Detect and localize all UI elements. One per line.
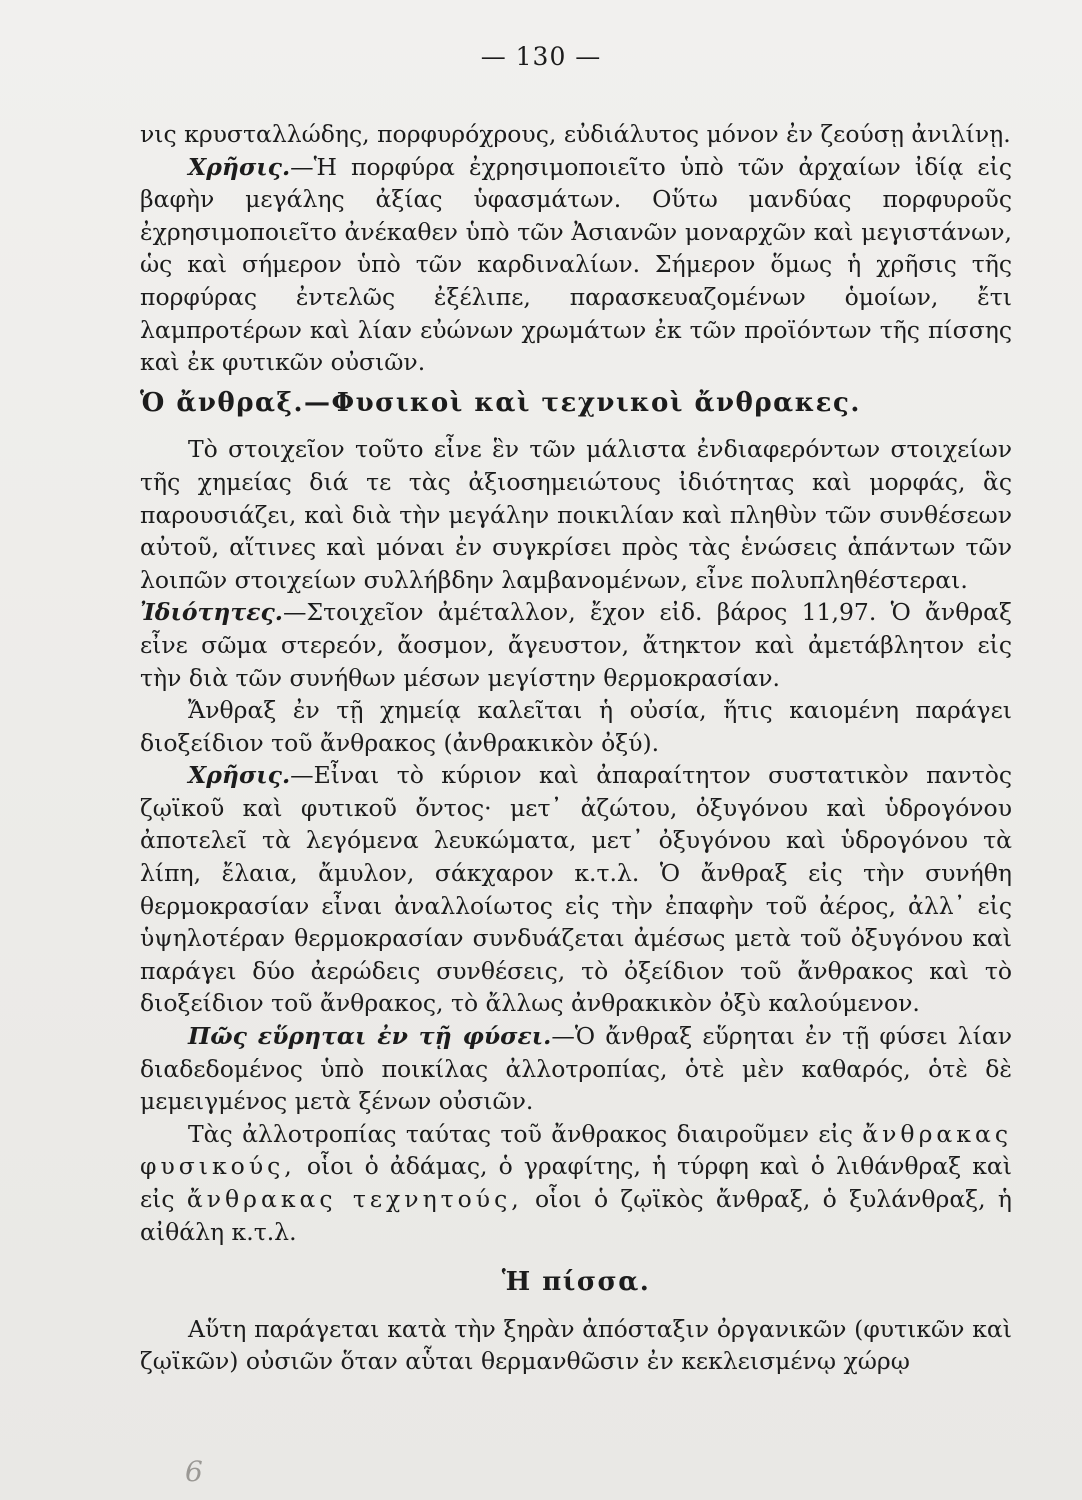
paragraph-text: —Εἶναι τὸ κύριον καὶ ἀπαραίτητον συστατικὸν παντὸς ζῳϊκοῦ καὶ φυτικοῦ ὄντος· μετ᾽ ἀζώτου, ὀξυγόνου καὶ ὑδρογόνου ἀποτελεῖ τὰ λεγόμενα λευκώματα, μετ᾽ ὀξυγόνου καὶ ὑδρογόνου τὰ λίπη, ἔλαια, ἄμυλον, σάκχαρον κ.τ.λ. Ὁ ἄνθραξ εἰς τὴν συνήθη θερμοκρασίαν εἶναι ἀναλλοίωτος εἰς τὴν ἐπαφὴν τοῦ ἀέρος, ἀλλ᾽ εἰς ὑψηλοτέραν θερμοκρασίαν συνδυάζεται ἀμέσως μετὰ τοῦ ὀξυγόνου καὶ παράγει δύο ἀερώδεις συνθέσεις, τὸ ὀξείδιον τοῦ ἄνθρακος καὶ τὸ διοξείδιον τοῦ ἄνθρακος, τὸ ἄλλως ἀνθρακικὸν ὀξὺ καλούμενον. bbox=[140, 761, 1012, 1018]
paragraph-carbon-allotropes bbox=[140, 1118, 1012, 1248]
paragraph-carbon-use bbox=[140, 759, 1012, 1020]
section-heading-carbon: Ὁ ἄνθραξ.—Φυσικοὶ καὶ τεχνικοὶ ἄνθρακες. bbox=[140, 387, 861, 418]
paragraph-carbon-definition bbox=[140, 694, 1012, 759]
paragraph-carbon-occurrence bbox=[140, 1020, 1012, 1118]
paragraph-text: οἷοι ὁ ζῳϊκὸς ἄνθραξ, ὁ ξυλάνθραξ, ἡ αἰθάλη κ.τ.λ. bbox=[140, 1185, 1012, 1246]
paragraph-text: Αὕτη παράγεται κατὰ τὴν ξηρὰν ἀπόσταξιν ὀργανικῶν (φυτικῶν καὶ ζῳϊκῶν) οὐσιῶν ὅταν αὗται θερμανθῶσιν ἐν κεκλεισμένῳ χώρῳ bbox=[140, 1314, 1012, 1376]
section-term: Πῶς εὕρηται ἐν τῇ φύσει. bbox=[188, 1022, 552, 1051]
paragraph-aniline bbox=[140, 118, 1012, 151]
section-heading-pitch: Ἡ πίσσα. bbox=[501, 1267, 651, 1298]
emphasis-natural-carbons: ἄνθρακας φυσικούς, bbox=[140, 1119, 1012, 1181]
paragraph-text: Τὸ στοιχεῖον τοῦτο εἶνε ἓν τῶν μάλιστα ἐνδιαφερόντων στοιχείων τῆς χημείας διά τε τὰς ἀξιοσημειώτους ἰδιότητας καὶ μορφάς, ἃς παρουσιάζει, καὶ διὰ τὴν μεγάλην ποικιλίαν καὶ πληθὺν τῶν συνθέσεων αὐτοῦ, αἵτινες καὶ μόναι ἐν συγκρίσει πρὸς τὰς ἑνώσεις ἁπάντων τῶν λοιπῶν στοιχείων συλλήβδην λαμβανομένων, εἶνε πολυπληθέστεραι. bbox=[140, 435, 1012, 594]
section-term: Χρῆσις. bbox=[188, 152, 291, 181]
paragraph-text: νις κρυσταλλώδης, πορφυρόχρους, εὐδιάλυτος μόνον ἐν ζεούσῃ ἀνιλίνῃ. bbox=[140, 120, 1011, 148]
paragraph-carbon-intro bbox=[140, 433, 1012, 596]
paragraph-porphyra-use bbox=[140, 151, 1012, 379]
paragraph-text: —Ἡ πορφύρα ἐχρησιμοποιεῖτο ὑπὸ τῶν ἀρχαίων ἰδίᾳ εἰς βαφὴν μεγάλης ἀξίας ὑφασμάτων. Οὕτω μανδύας πορφυροῦς ἐχρησιμοποιεῖτο ἀνέκαθεν ὑπὸ τῶν Ἀσιανῶν μοναρχῶν καὶ μεγιστάνων, ὡς καὶ σήμερον ὑπὸ τῶν καρδιναλίων. Σήμερον ὅμως ἡ χρῆσις τῆς πορφύρας ἐντελῶς ἐξέλιπε, παρασκευαζομένων ὁμοίων, ἔτι λαμπροτέρων καὶ λίαν εὐώνων χρωμάτων ἐκ τῶν προϊόντων τῆς πίσσης καὶ ἐκ φυτικῶν οὐσιῶν. bbox=[140, 152, 1012, 377]
page-body bbox=[140, 118, 1012, 1378]
signature-mark: 6 bbox=[185, 1455, 203, 1488]
paragraph-carbon-properties bbox=[140, 596, 1012, 694]
paragraph-text: Ἄνθραξ ἐν τῇ χημείᾳ καλεῖται ἡ οὐσία, ἥτις καιομένη παράγει διοξείδιον τοῦ ἄνθρακος (ἀνθρακικὸν ὀξύ). bbox=[140, 696, 1012, 757]
paragraph-pitch bbox=[140, 1313, 1012, 1378]
section-term: Ἰδιότητες. bbox=[140, 598, 283, 627]
paragraph-text: οἷοι ὁ ἀδάμας, ὁ γραφίτης, ἡ τύρφη καὶ ὁ λιθάνθραξ καὶ εἰς bbox=[140, 1152, 1012, 1213]
paragraph-text: —Ὁ ἄνθραξ εὕρηται ἐν τῇ φύσει λίαν διαδεδομένος ὑπὸ ποικίλας ἀλλοτροπίας, ὁτὲ μὲν καθαρός, ὁτὲ δὲ μεμειγμένος μετὰ ξένων οὐσιῶν. bbox=[140, 1022, 1012, 1116]
emphasis-artificial-carbons: ἄνθρακας τεχνητούς, bbox=[186, 1185, 523, 1213]
paragraph-text: —Στοιχεῖον ἀμέταλλον, ἔχον εἰδ. βάρος 11,97. Ὁ ἄνθραξ εἶνε σῶμα στερεόν, ἄοσμον, ἄγευστον, ἄτηκτον καὶ ἀμετάβλητον εἰς τὴν διὰ τῶν συνήθων μέσων μεγίστην θερμοκρασίαν. bbox=[140, 598, 1012, 692]
page-number: — 130 — bbox=[480, 42, 602, 71]
section-term: Χρῆσις. bbox=[188, 761, 291, 790]
paragraph-text: Τὰς ἀλλοτροπίας ταύτας τοῦ ἄνθρακος διαιροῦμεν εἰς bbox=[188, 1119, 863, 1148]
